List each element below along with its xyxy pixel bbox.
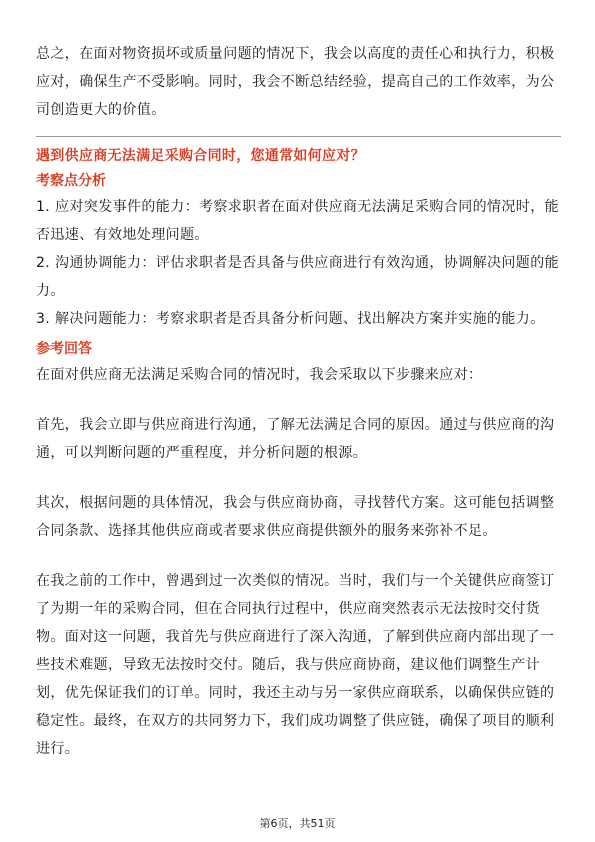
answer-paragraph-3: 其次，根据问题的具体情况，我会与供应商协商，寻找替代方案。这可能包括调整合同条款、选择其他供应商或者要求供应商提供额外的服务来弥补不足。 — [36, 495, 555, 539]
answer-paragraph-1: 在面对供应商无法满足采购合同的情况时，我会采取以下步骤来应对： — [36, 367, 483, 383]
answer-paragraph-4: 在我之前的工作中，曾遇到过一次类似的情况。当时，我们与一个关键供应商签订了为期一年的采购合同，但在合同执行过程中，供应商突然表示无法按时交付货物。面对这一问题，我首先与供应商进行了深入沟通，了解到供应商内部出现了一些技术难题，导致无法按时交付。随后，我与供应商协商，建议他们调整生产计划，优先保证我们的订单。同时，我还主动与另一家供应商联系，以确保供应链的稳定性。最终，在双方的共同努力下，我们成功调整了供应链，确保了项目的顺利进行。 — [36, 573, 555, 757]
intro-paragraph: 总之，在面对物资损坏或质量问题的情况下，我会以高度的责任心和执行力，积极应对，确保生产不受影响。同时，我会不断总结经验，提高自己的工作效率，为公司创造更大的价值。 — [36, 46, 555, 118]
analysis-item-2: 2. 沟通协调能力：评估求职者是否具备与供应商进行有效沟通，协调解决问题的能力。 — [36, 255, 560, 299]
analysis-item-1: 1. 应对突发事件的能力：考察求职者在面对供应商无法满足采购合同的情况时，能否迅速、有效地处理问题。 — [36, 199, 560, 243]
document-page — [36, 40, 561, 763]
question-title: 遇到供应商无法满足采购合同时，您通常如何应对？ — [36, 148, 365, 164]
page-footer: 第6页，共51页 — [259, 817, 336, 830]
analysis-heading: 考察点分析 — [36, 173, 106, 189]
section-divider — [36, 136, 561, 137]
answer-paragraph-2: 首先，我会立即与供应商进行沟通，了解无法满足合同的原因。通过与供应商的沟通，可以判断问题的严重程度，并分析问题的根源。 — [36, 417, 555, 461]
analysis-item-3: 3. 解决问题能力：考察求职者是否具备分析问题、找出解决方案并实施的能力。 — [36, 311, 545, 327]
answer-heading: 参考回答 — [36, 341, 92, 357]
